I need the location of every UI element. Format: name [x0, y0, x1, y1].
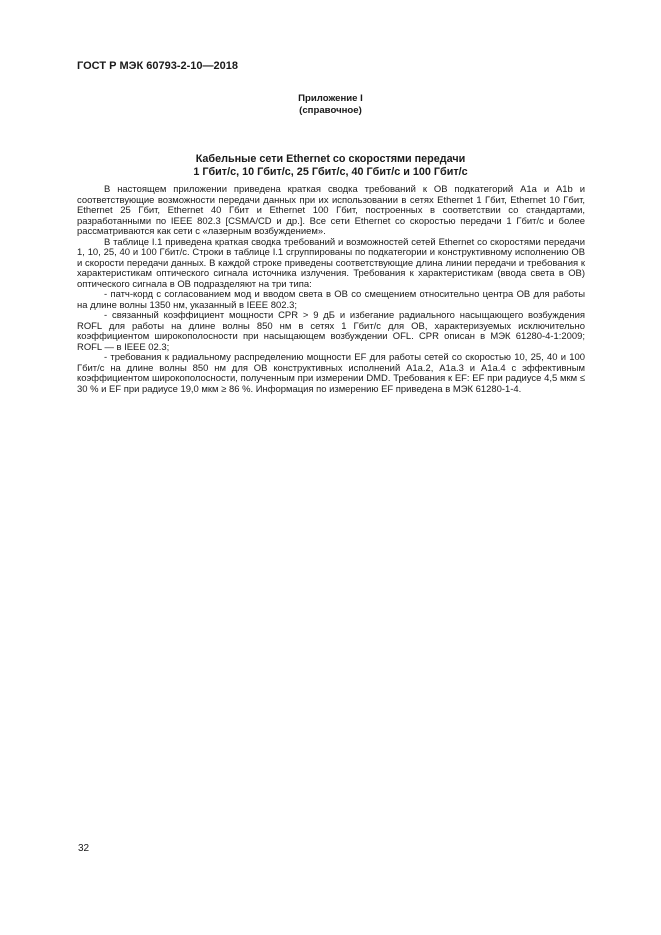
annex-heading [0, 93, 661, 117]
list-item-cpr-rofl: - связанный коэффициент мощности CPR > 9 дБ и избегание радиального насыщающего возбуждения ROFL для работы на длине волны 850 нм в сетях 1 Гбит/с для ОВ, характеризуемых исключительно коэффициентом широкополосности при насыщающем возбуждении OFL. CPR описан в МЭК 61280-4-1:2009; ROFL — в IEEE 02.3; [77, 310, 585, 353]
section-title [0, 153, 661, 179]
annex-type: (справочное) [299, 105, 362, 116]
paragraph-table-summary: В таблице I.1 приведена краткая сводка требований и возможностей сетей Ethernet со скоростями передачи 1, 10, 25, 40 и 100 Гбит/с. Строки в таблице I.1 сгруппированы по подкатегории и конструктивному исполнению ОВ и скорости передачи данных. В каждой строке приведены соответствующие длина линии передачи и требования к характеристикам оптического сигнала источника излучения. Требования к характеристикам (ввода света в ОВ) оптического сигнала в ОВ подразделяют на три типа: [77, 236, 585, 290]
list-item-patch-cord: - патч-корд с согласованием мод и вводом света в ОВ со смещением относительно центра ОВ для работы на длине волны 1350 нм, указанный в IEEE 802.3; [77, 289, 585, 311]
section-title-line-2: 1 Гбит/с, 10 Гбит/с, 25 Гбит/с, 40 Гбит/с и 100 Гбит/с [193, 166, 468, 178]
list-item-ef-requirements: - требования к радиальному распределению мощности EF для работы сетей со скоростью 10, 25, 40 и 100 Гбит/с на длине волны 850 нм для ОВ конструктивных исполнений А1а.2, А1а.3 и А1а.4 с эффективным коэффициентом широкополосности, полученным при измерении DMD. Требования к EF: EF при радиусе 4,5 мкм ≤ 30 % и EF при радиусе 19,0 мкм ≥ 86 %. Информация по измерению EF приведена в МЭК 61280-1-4. [77, 352, 585, 395]
page-number: 32 [78, 843, 90, 854]
document-standard-code: ГОСТ Р МЭК 60793-2-10—2018 [77, 60, 238, 72]
paragraph-intro: В настоящем приложении приведена краткая сводка требований к ОВ подкатегорий А1а и А1b и соответствующие возможности передачи данных при их использовании в сетях Ethernet 1 Гбит, Ethernet 10 Гбит, Ethernet 25 Гбит, Ethernet 40 Гбит и Ethernet 100 Гбит, построенных в соответствии со стандартами, разработанными по IEEE 802.3 [CSMA/CD и др.]. Все сети Ethernet со скоростью передачи 1 Гбит/с и более рассматриваются как сети с «лазерным возбуждением». [77, 184, 585, 237]
annex-label: Приложение I [298, 93, 363, 104]
section-title-line-1: Кабельные сети Ethernet со скоростями передачи [195, 153, 466, 165]
body-text [77, 185, 585, 395]
